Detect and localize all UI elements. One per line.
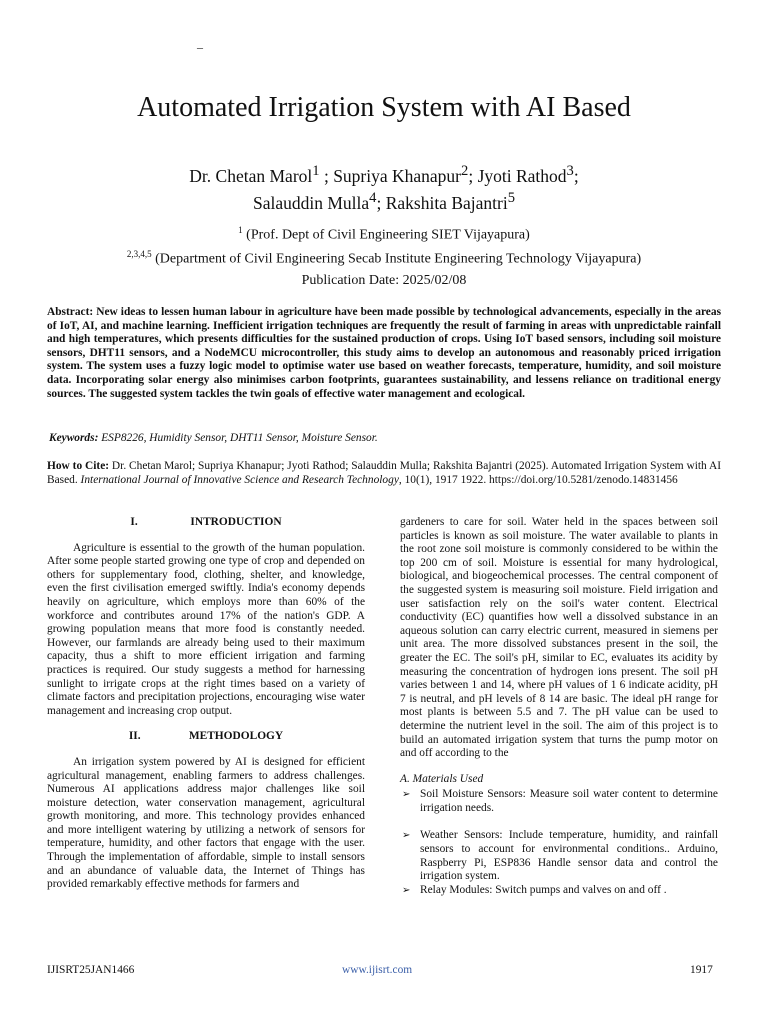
left-column bbox=[47, 516, 365, 892]
arrow-bullet-icon: ➢ bbox=[402, 830, 411, 842]
list-item bbox=[400, 829, 718, 883]
author-name: Rakshita Bajantri bbox=[385, 192, 508, 213]
author-name: Dr. Chetan Marol bbox=[189, 165, 313, 186]
affiliations bbox=[0, 221, 768, 268]
materials-subheading: A. Materials Used bbox=[400, 772, 484, 785]
methodology-paragraph: An irrigation system powered by AI is designed for efficient agricultural management, enabling farmers to address challenges. Numerous AI applications address major challenges like soil moisture detection, water conservation management, agricultural growth monitoring, and more. This technology provides enhanced and more intelligent watering by utilizing a network of sensors for temperature, humidity, and other factors that engage with the user. Through the implementation of affordable, simple to install sensors and an abundance of valuable data, the Internet of Things has provided remarkably effective methods for farmers and bbox=[47, 755, 365, 891]
abstract-label: Abstract: bbox=[47, 306, 94, 318]
keywords-label: Keywords: bbox=[49, 432, 99, 444]
author-sup: 3 bbox=[566, 163, 574, 179]
right-column bbox=[400, 516, 718, 897]
affiliation-sup: 1 bbox=[238, 225, 243, 235]
footer-website-link[interactable]: www.ijisrt.com bbox=[342, 964, 413, 976]
footer-paper-id: IJISRT25JAN1466 bbox=[47, 964, 135, 976]
author-line-1 bbox=[0, 160, 768, 187]
author-sep: ; bbox=[468, 165, 478, 186]
list-item bbox=[400, 788, 718, 815]
cite-label: How to Cite: bbox=[47, 460, 110, 472]
author-name: Salauddin Mulla bbox=[252, 192, 370, 213]
affiliation-line bbox=[0, 245, 768, 269]
intro-paragraph: Agriculture is essential to the growth of the human population. After some people started growing one type of crop and depended on others for supplementary food, clothing, shelter, and knowledge, even the first civilisation emerged swiftly. India's economy depends heavily on agriculture, which employs more than 60% of the workforce and contributes around 17% of the nation's GDP. A growing population means that more food is constantly needed. However, our farmlands are already being used to their maximum capacity, thus a shift to more efficient irrigation and farming practices is required. Our study suggests a method for harnessing sunlight to irrigate crops at the right times based on a variety of climate factors and precipitation projections, encouraging wise water management and increasing crop output. bbox=[47, 541, 365, 717]
author-name: Supriya Khanapur bbox=[333, 165, 462, 186]
header-dash: – bbox=[197, 40, 203, 54]
author-name: Jyoti Rathod bbox=[477, 165, 567, 186]
author-sup: 4 bbox=[369, 189, 377, 206]
paper-title: Automated Irrigation System with AI Based bbox=[137, 92, 631, 123]
footer-page-number: 1917 bbox=[690, 964, 713, 976]
section-title: INTRODUCTION bbox=[190, 516, 282, 528]
cite-text: Dr. Chetan Marol; Supriya Khanapur; Jyoti Rathod; Salauddin Mulla; Rakshita Bajantri (2025). Automated Irrigation System with AI Based. bbox=[47, 460, 722, 486]
author-sup: 2 bbox=[461, 163, 469, 179]
section-number: I. bbox=[130, 516, 138, 528]
list-item-text: Relay Modules: Switch pumps and valves on and off . bbox=[420, 883, 667, 896]
materials-list bbox=[400, 788, 718, 897]
section-title: METHODOLOGY bbox=[188, 730, 284, 743]
abstract bbox=[47, 306, 721, 401]
affiliation-sup: 2,3,4,5 bbox=[126, 248, 152, 259]
list-item bbox=[400, 884, 718, 898]
section-number: II. bbox=[128, 730, 141, 743]
author-sep: ; bbox=[376, 192, 386, 213]
author-sep: ; bbox=[319, 165, 334, 186]
arrow-bullet-icon: ➢ bbox=[402, 789, 411, 801]
list-item-text: Weather Sensors: Include temperature, humidity, and rainfall sensors to account for environmental conditions.. Arduino, Raspberry Pi, ESP836 Handle sensor data and control the irrigation system. bbox=[420, 829, 718, 883]
publication-date: Publication Date: 2025/02/08 bbox=[301, 273, 467, 288]
affiliation-text: (Department of Civil Engineering Secab Institute Engineering Technology Vijayapura) bbox=[151, 251, 642, 267]
author-sep: ; bbox=[573, 165, 579, 186]
keywords-text: ESP8226, Humidity Sensor, DHT11 Sensor, Moisture Sensor. bbox=[98, 432, 378, 444]
list-item-text: Soil Moisture Sensors: Measure soil water content to determine irrigation needs. bbox=[420, 788, 718, 814]
section-heading-introduction bbox=[47, 516, 365, 530]
author-list bbox=[0, 160, 768, 214]
affiliation-line bbox=[0, 221, 768, 245]
keywords bbox=[49, 432, 723, 446]
cite-details: , 10(1), 1917 1922. https://doi.org/10.5281/zenodo.14831456 bbox=[398, 473, 678, 486]
author-sup: 5 bbox=[507, 189, 515, 206]
affiliation-text: (Prof. Dept of Civil Engineering SIET Vijayapura) bbox=[242, 227, 530, 243]
cite-journal: International Journal of Innovative Science and Research Technology bbox=[80, 473, 399, 486]
author-sup: 1 bbox=[312, 163, 320, 179]
author-line-2 bbox=[0, 187, 768, 214]
arrow-bullet-icon: ➢ bbox=[402, 884, 411, 896]
how-to-cite bbox=[47, 460, 721, 487]
section-heading-methodology bbox=[47, 730, 365, 744]
abstract-text: New ideas to lessen human labour in agriculture have been made possible by technological advancements, especially in the areas of IoT, AI, and machine learning. Inefficient irrigation techniques are frequently the result of farming in areas with unpredictable rainfall and high temperatures, which presents difficulties for the sustained production of crops. Using IoT based sensors, including soil moisture sensors, DHT11 sensors, and a NodeMCU microcontroller, this study aims to develop an autonomous and reasonably priced irrigation system. The system uses a fuzzy logic model to optimise water use based on weather forecasts, temperature, humidity, and soil moisture data. Incorporating solar energy also minimises carbon footprints, guarantees sustainability, and lessens reliance on traditional energy sources. The suggested system tackles the twin goals of effective water management and ecological. bbox=[47, 306, 721, 400]
soil-paragraph: gardeners to care for soil. Water held in the spaces between soil particles is known as soil moisture. The water available to plants in the root zone soil moisture is commonly considered to be within the top 200 cm of soil. Moisture is essential for many hydrological, biological, and biogeochemical processes. The central component of the suggested system is measuring soil moisture. Field irrigation and user satisfaction rely on the soil's water content. Electrical conductivity (EC) quantifies how well a dissolved substance in an aqueous solution can carry electric current, measured in siemens per unit area. The more dissolved substances present in the soil, the greater the EC. The soil's pH, similar to EC, evaluates its acidity by measuring the concentration of hydrogen ions present. The soil pH varies between 1 and 14, where pH values of 1 6 indicate acidity, pH 7 is neutral, and pH levels of 8 14 are basic. The ideal pH range for most plants is between 5.5 and 7. The pH value can be used to determine the nutrient level in the soil. The aim of this project is to build an automated irrigation system that turns the pump motor on and off according to the bbox=[400, 516, 718, 760]
